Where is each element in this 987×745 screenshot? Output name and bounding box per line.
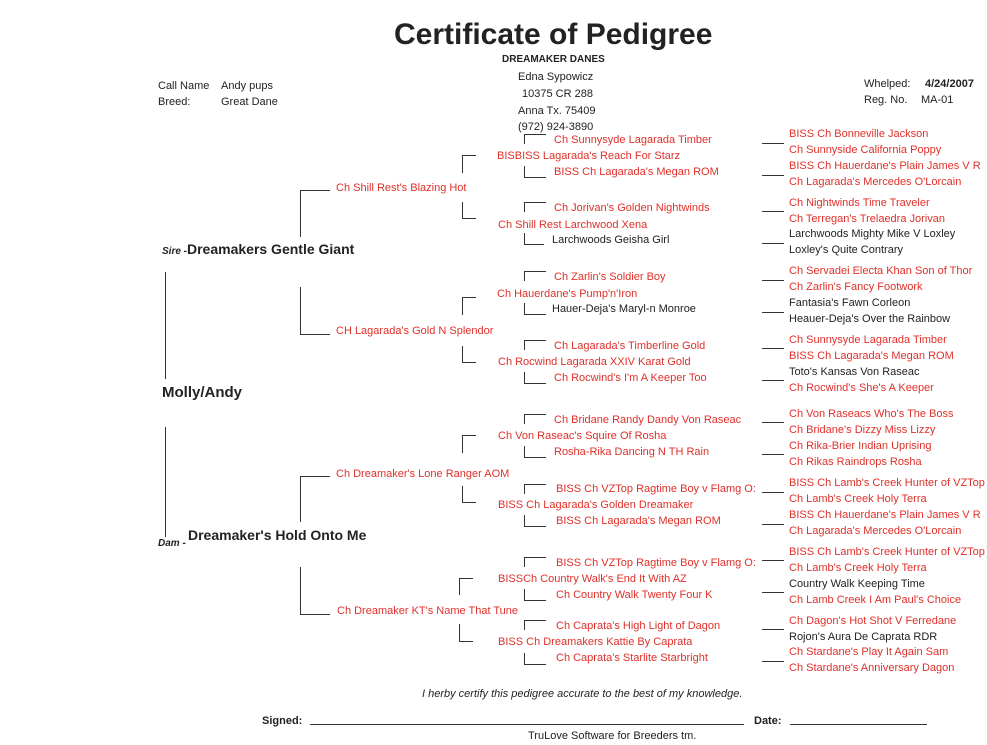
gen4-16: Ch Caprata's Starlite Starbright <box>556 652 708 664</box>
gen5-25: BISS Ch Lamb's Creek Hunter of VZTop <box>789 546 985 558</box>
gen3-bracket-2-bottom <box>462 218 476 219</box>
gen5-dash-7 <box>762 348 784 349</box>
gen4-9: Ch Bridane Randy Dandy Von Raseac <box>554 414 742 426</box>
reg-value: MA-01 <box>921 94 954 106</box>
gen5-dash-8 <box>762 380 784 381</box>
gen4-bracket-7h <box>524 340 546 341</box>
subject-line-down <box>165 427 166 537</box>
gen2-dam-sire: Ch Dreamaker's Lone Ranger AOM <box>336 468 510 480</box>
gen4-bracket-6h <box>524 314 546 315</box>
kennel-address2: Anna Tx. 75409 <box>518 105 596 117</box>
gen4-bracket-15 <box>524 620 525 630</box>
gen5-16: Ch Rocwind's She's A Keeper <box>789 382 934 394</box>
gen4-bracket-11 <box>524 484 525 494</box>
gen4-13: BISS Ch VZTop Ragtime Boy v Flamg O: <box>556 557 756 569</box>
gen5-22: Ch Lamb's Creek Holy Terra <box>789 493 927 505</box>
gen3-bracket-5 <box>462 435 463 453</box>
gen4-12: BISS Ch Lagarada's Megan ROM <box>556 515 721 527</box>
gen5-dash-10 <box>762 454 784 455</box>
gen3-bracket-7 <box>459 578 460 595</box>
gen4-bracket-12 <box>524 515 525 526</box>
gen5-27: Country Walk Keeping Time <box>789 578 925 590</box>
gen3-1: BISBISS Lagarada's Reach For Starz <box>497 150 681 162</box>
gen5-dash-2 <box>762 175 784 176</box>
whelped-value: 4/24/2007 <box>925 78 974 90</box>
gen2-bracket-1-top <box>300 190 330 191</box>
gen5-8: Loxley's Quite Contrary <box>789 244 903 256</box>
gen4-bracket-11h <box>524 484 546 485</box>
kennel-name: DREAMAKER DANES <box>502 54 605 65</box>
gen3-3: Ch Hauerdane's Pump'n'Iron <box>497 288 638 300</box>
gen5-14: BISS Ch Lagarada's Megan ROM <box>789 350 954 362</box>
gen5-dash-5 <box>762 280 784 281</box>
gen3-bracket-6 <box>462 486 463 502</box>
gen4-bracket-1h <box>524 134 546 135</box>
gen3-bracket-8-bottom <box>459 641 473 642</box>
kennel-address1: 10375 CR 288 <box>522 88 593 100</box>
gen5-24: Ch Lagarada's Mercedes O'Lorcain <box>789 525 962 537</box>
gen5-32: Ch Stardane's Anniversary Dagon <box>789 662 955 674</box>
gen5-29: Ch Dagon's Hot Shot V Ferredane <box>789 615 957 627</box>
dam-label: Dam - <box>158 538 186 549</box>
gen2-sire-dam: CH Lagarada's Gold N Splendor <box>336 325 494 337</box>
gen3-6: BISS Ch Lagarada's Golden Dreamaker <box>498 499 694 511</box>
gen5-dash-6 <box>762 312 784 313</box>
gen3-bracket-7-top <box>459 578 473 579</box>
gen3-8: BISS Ch Dreamakers Kattie By Caprata <box>498 636 693 648</box>
gen4-7: Ch Lagarada's Timberline Gold <box>554 340 706 352</box>
gen2-bracket-2 <box>300 287 301 334</box>
gen5-20: Ch Rikas Raindrops Rosha <box>789 456 922 468</box>
gen2-dam-dam: Ch Dreamaker KT's Name That Tune <box>337 605 519 617</box>
gen4-bracket-13 <box>524 557 525 567</box>
gen3-5: Ch Von Raseac's Squire Of Rosha <box>498 430 667 442</box>
gen3-bracket-8 <box>459 624 460 641</box>
gen2-bracket-3 <box>300 476 301 522</box>
reg-label: Reg. No. <box>864 94 908 106</box>
call-name-label: Call Name <box>158 80 210 92</box>
gen2-bracket-2-bottom <box>300 334 330 335</box>
gen4-5: Ch Zarlin's Soldier Boy <box>554 271 666 283</box>
gen4-bracket-16 <box>524 653 525 664</box>
gen5-18: Ch Bridane's Dizzy Miss Lizzy <box>789 424 936 436</box>
gen5-7: Larchwoods Mighty Mike V Loxley <box>789 228 956 240</box>
sire-name: Dreamakers Gentle Giant <box>187 241 355 257</box>
gen4-bracket-1 <box>524 134 525 144</box>
gen4-4: Larchwoods Geisha Girl <box>552 234 670 246</box>
gen5-30: Rojon's Aura De Caprata RDR <box>789 631 938 643</box>
gen4-1: Ch Sunnysyde Lagarada Timber <box>554 134 712 146</box>
gen5-dash-9 <box>762 422 784 423</box>
gen2-bracket-4-bottom <box>300 614 330 615</box>
gen4-10: Rosha-Rika Dancing N TH Rain <box>554 446 710 458</box>
gen4-bracket-6 <box>524 303 525 314</box>
date-label: Date: <box>754 715 782 727</box>
date-line[interactable] <box>790 724 927 725</box>
gen4-bracket-9h <box>524 414 546 415</box>
gen3-bracket-3 <box>462 297 463 315</box>
gen5-dash-4 <box>762 243 784 244</box>
gen3-bracket-6-bottom <box>462 502 476 503</box>
gen5-2: Ch Sunnyside California Poppy <box>789 144 942 156</box>
gen4-bracket-14 <box>524 589 525 600</box>
gen5-13: Ch Sunnysyde Lagarada Timber <box>789 334 947 346</box>
gen5-17: Ch Von Raseacs Who's The Boss <box>789 408 954 420</box>
gen5-dash-13 <box>762 560 784 561</box>
gen4-bracket-3h <box>524 202 546 203</box>
gen3-2: Ch Shill Rest Larchwood Xena <box>498 219 648 231</box>
gen2-bracket-3-top <box>300 476 330 477</box>
gen3-bracket-4-bottom <box>462 362 476 363</box>
gen5-dash-3 <box>762 211 784 212</box>
gen4-bracket-12h <box>524 526 546 527</box>
gen4-bracket-3 <box>524 202 525 212</box>
gen4-bracket-8h <box>524 383 546 384</box>
gen4-bracket-8 <box>524 372 525 383</box>
gen4-6: Hauer-Deja's Maryl-n Monroe <box>552 303 696 315</box>
breed-value: Great Dane <box>221 96 278 108</box>
gen4-bracket-4h <box>524 244 544 245</box>
gen5-19: Ch Rika-Brier Indian Uprising <box>789 440 932 452</box>
gen4-11: BISS Ch VZTop Ragtime Boy v Flamg O: <box>556 483 756 495</box>
gen5-21: BISS Ch Lamb's Creek Hunter of VZTop <box>789 477 985 489</box>
signature-line[interactable] <box>310 724 744 725</box>
gen3-4: Ch Rocwind Lagarada XXIV Karat Gold <box>498 356 691 368</box>
signed-label: Signed: <box>262 715 303 727</box>
gen5-31: Ch Stardane's Play It Again Sam <box>789 646 949 658</box>
gen5-15: Toto's Kansas Von Raseac <box>789 366 920 378</box>
gen4-bracket-2h <box>524 177 546 178</box>
gen3-7: BISSCh Country Walk's End It With AZ <box>498 573 687 585</box>
gen4-bracket-2 <box>524 166 525 177</box>
gen3-bracket-1-top <box>462 155 476 156</box>
gen2-bracket-4 <box>300 567 301 614</box>
gen4-2: BISS Ch Lagarada's Megan ROM <box>554 166 719 178</box>
gen5-dash-15 <box>762 629 784 630</box>
gen4-bracket-4 <box>524 233 525 244</box>
call-name-value: Andy pups <box>221 80 273 92</box>
gen5-26: Ch Lamb's Creek Holy Terra <box>789 562 927 574</box>
gen2-sire-sire: Ch Shill Rest's Blazing Hot <box>336 182 467 194</box>
gen5-11: Fantasia's Fawn Corleon <box>789 297 911 309</box>
subject-line-up <box>165 272 166 379</box>
subject-name: Molly/Andy <box>162 384 243 401</box>
kennel-phone: (972) 924-3890 <box>518 121 594 133</box>
gen4-bracket-13h <box>524 557 546 558</box>
gen5-10: Ch Zarlin's Fancy Footwork <box>789 281 923 293</box>
gen4-bracket-14h <box>524 600 546 601</box>
gen5-dash-1 <box>762 143 784 144</box>
gen4-8: Ch Rocwind's I'm A Keeper Too <box>554 372 707 384</box>
sire-label: Sire - <box>162 246 188 257</box>
gen3-bracket-5-top <box>462 435 476 436</box>
breed-label: Breed: <box>158 96 191 108</box>
gen5-1: BISS Ch Bonneville Jackson <box>789 128 929 140</box>
certify-statement: I herby certify this pedigree accurate to the best of my knowledge. <box>422 688 743 700</box>
gen5-5: Ch Nightwinds Time Traveler <box>789 197 930 209</box>
gen4-bracket-10h <box>524 457 546 458</box>
footer-credit: TruLove Software for Breeders tm. <box>528 730 697 742</box>
gen3-bracket-4 <box>462 346 463 362</box>
gen4-15: Ch Caprata's High Light of Dagon <box>556 620 721 632</box>
gen4-bracket-9 <box>524 414 525 424</box>
whelped-label: Whelped: <box>864 78 911 90</box>
gen5-9: Ch Servadei Electa Khan Son of Thor <box>789 265 973 277</box>
gen3-bracket-2 <box>462 202 463 218</box>
gen5-4: Ch Lagarada's Mercedes O'Lorcain <box>789 176 962 188</box>
gen5-12: Heauer-Deja's Over the Rainbow <box>789 313 951 325</box>
gen3-bracket-3-top <box>462 297 476 298</box>
gen4-bracket-5 <box>524 271 525 281</box>
gen5-dash-14 <box>762 592 784 593</box>
kennel-owner: Edna Sypowicz <box>518 71 594 83</box>
gen4-bracket-15h <box>524 620 546 621</box>
gen5-3: BISS Ch Hauerdane's Plain James V R <box>789 160 981 172</box>
gen4-bracket-5h <box>524 271 546 272</box>
gen4-bracket-10 <box>524 446 525 457</box>
gen5-dash-12 <box>762 524 784 525</box>
page-title: Certificate of Pedigree <box>394 18 713 51</box>
dam-name: Dreamaker's Hold Onto Me <box>188 527 367 543</box>
gen5-28: Ch Lamb Creek I Am Paul's Choice <box>789 594 962 606</box>
gen4-3: Ch Jorivan's Golden Nightwinds <box>554 202 710 214</box>
gen5-23: BISS Ch Hauerdane's Plain James V R <box>789 509 981 521</box>
gen5-dash-11 <box>762 492 784 493</box>
gen5-6: Ch Terregan's Trelaedra Jorivan <box>789 213 945 225</box>
gen4-14: Ch Country Walk Twenty Four K <box>556 589 713 601</box>
gen4-bracket-16h <box>524 664 546 665</box>
gen3-bracket-1 <box>462 155 463 173</box>
gen2-bracket-1 <box>300 190 301 237</box>
gen4-bracket-7 <box>524 340 525 350</box>
gen5-dash-16 <box>762 661 784 662</box>
